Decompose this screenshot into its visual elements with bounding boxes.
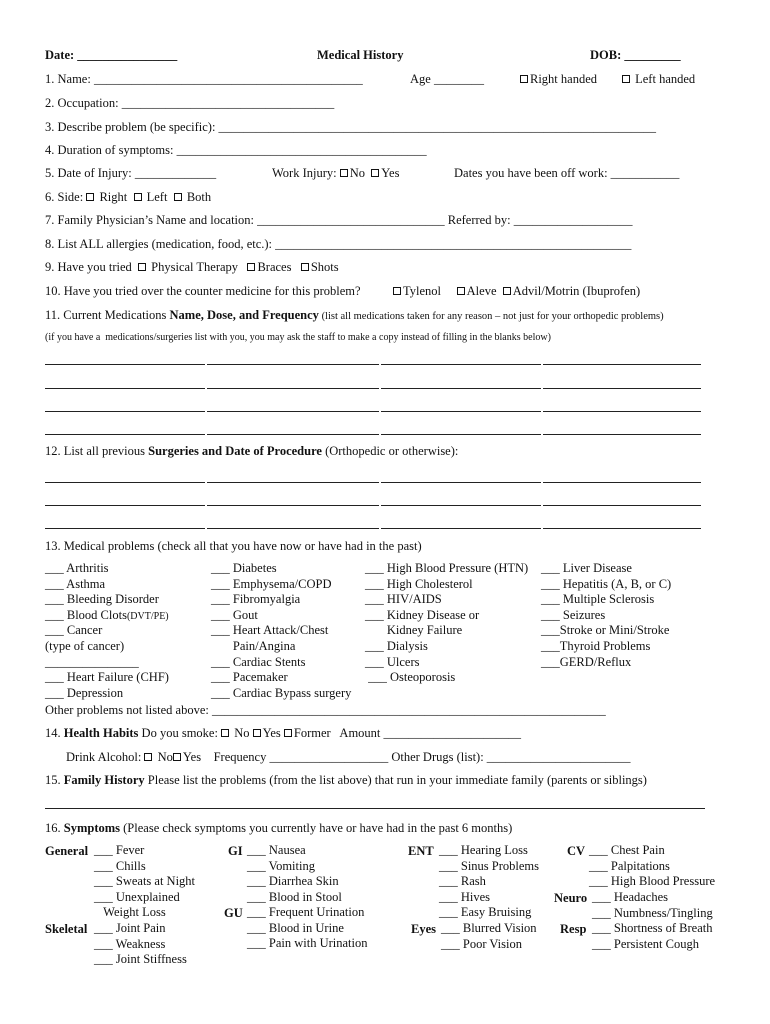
problem-item[interactable]: ___ Multiple Sclerosis	[541, 592, 655, 607]
yes-label: Yes	[381, 166, 400, 180]
surgery-blank[interactable]	[381, 505, 541, 506]
medical-problems-col-1	[45, 561, 169, 701]
symptom-item[interactable]: ___ Numbness/Tingling	[592, 905, 713, 920]
side-label: 6. Side:	[45, 190, 84, 204]
form-title: Medical History	[317, 48, 404, 62]
smoke-label: Do you smoke:	[138, 726, 218, 740]
problem-item[interactable]: ___ Ulcers	[365, 654, 420, 669]
side-left-label: Left	[146, 190, 168, 204]
problem-item[interactable]: ___ Osteoporosis	[365, 670, 456, 685]
problem-item-continued: Kidney Failure	[365, 623, 463, 638]
tried-group	[45, 260, 339, 275]
problem-item[interactable]: ___ High Blood Pressure (HTN)	[365, 561, 529, 575]
symptom-item[interactable]: ___ Easy Bruising	[439, 905, 532, 920]
med-blank[interactable]	[207, 388, 379, 389]
work-injury-group	[272, 166, 399, 181]
symptom-item[interactable]: ___ Shortness of Breath	[592, 921, 713, 935]
symptom-item[interactable]: ___ Joint Stiffness	[94, 952, 187, 967]
med-blank[interactable]	[45, 434, 205, 435]
smoke-yes-label: Yes	[262, 726, 281, 740]
symptom-item[interactable]: ___ Hives	[439, 889, 491, 904]
problem-item[interactable]: ___GERD/Reflux	[541, 654, 632, 669]
surgery-blank[interactable]	[45, 528, 205, 529]
med-blank[interactable]	[381, 411, 541, 412]
symptom-item[interactable]: ___ Pain with Urination	[247, 936, 368, 951]
health-habits-bold: Health Habits	[63, 726, 139, 740]
med-blank[interactable]	[207, 434, 379, 435]
allergies-field[interactable]: 8. List ALL allergies (medication, food, etc.): _________________________________________________________	[45, 237, 632, 251]
symptom-item[interactable]: ___ Diarrhea Skin	[247, 874, 339, 889]
problem-item[interactable]: ___ Arthritis	[45, 561, 109, 575]
symptoms-heading	[45, 821, 512, 836]
surgeries-bold: Surgeries and Date of Procedure	[148, 444, 322, 458]
describe-problem-field[interactable]: 3. Describe problem (be specific): ______________________________________________________________________	[45, 120, 657, 134]
symptom-item[interactable]: ___ Sweats at Night	[94, 874, 196, 889]
problem-item[interactable]: ___ Diabetes	[211, 561, 277, 575]
checkbox-icon[interactable]	[134, 193, 142, 201]
gu-symptoms	[247, 905, 367, 952]
medications-subnote: (if you have a medications/surgeries list with you, you may ask the staff to make a copy instead of filling in the blanks below)	[45, 332, 551, 343]
checkbox-icon[interactable]	[503, 287, 511, 295]
health-habits-row	[45, 726, 521, 741]
problem-item[interactable]: ___ Pacemaker	[211, 670, 288, 685]
family-history-text: Please list the problems (from the list above) that run in your immediate family (parents or siblings)	[144, 773, 647, 787]
problem-item[interactable]: ___ Fibromyalgia	[211, 592, 301, 607]
med-blank[interactable]	[207, 411, 379, 412]
med-blank[interactable]	[45, 411, 205, 412]
med-blank[interactable]	[381, 388, 541, 389]
family-history-blank[interactable]	[45, 808, 705, 809]
drink-row	[66, 750, 631, 765]
name-field[interactable]: 1. Name: ___________________________________________	[45, 72, 363, 86]
problem-item[interactable]: ___ Cardiac Bypass surgery	[211, 685, 352, 700]
symptom-item[interactable]: ___ Joint Pain	[94, 921, 166, 935]
checkbox-icon[interactable]	[301, 263, 309, 271]
symptom-item[interactable]: ___ Poor Vision	[441, 936, 522, 951]
problem-item[interactable]: ___Thyroid Problems	[541, 638, 651, 653]
smoke-amount-field[interactable]: Amount ______________________	[339, 726, 522, 740]
problem-item[interactable]: ___Stroke or Mini/Stroke	[541, 623, 670, 638]
health-habits-number: 14.	[45, 726, 64, 740]
neuro-label: Neuro	[554, 891, 588, 905]
family-history-number: 15.	[45, 773, 64, 787]
checkbox-icon[interactable]	[86, 193, 94, 201]
duration-field[interactable]: 4. Duration of symptoms: ________________________________________	[45, 143, 427, 157]
general-symptoms	[94, 843, 195, 921]
surgeries-number: 12. List all previous	[45, 444, 149, 458]
symptom-item[interactable]: ___ Chills	[94, 858, 146, 873]
medications-bold: Name, Dose, and Frequency	[169, 308, 319, 322]
surgery-blank[interactable]	[543, 505, 701, 506]
drink-yes-label: Yes	[182, 750, 202, 764]
tylenol-label: Tylenol	[403, 284, 442, 298]
smoke-former-label: Former	[293, 726, 331, 740]
symptom-item[interactable]: ___ Fever	[94, 843, 145, 857]
cancer-type-label: (type of cancer)	[45, 638, 125, 653]
skeletal-symptoms	[94, 921, 187, 968]
problem-item[interactable]: ___ Heart Failure (CHF)	[45, 670, 169, 685]
ent-symptoms	[439, 843, 539, 921]
symptom-item[interactable]: ___ Frequent Urination	[247, 905, 365, 919]
problem-item-continued: Pain/Angina	[211, 638, 296, 653]
off-work-field[interactable]: Dates you have been off work: ___________	[454, 166, 680, 180]
advil-label: Advil/Motrin (Ibuprofen)	[512, 284, 641, 298]
problem-item[interactable]: ___ Hepatitis (A, B, or C)	[541, 576, 672, 591]
left-handed-option[interactable]	[622, 72, 695, 87]
age-field[interactable]: Age ________	[410, 72, 484, 86]
dvt-note: (DVT/PE)	[126, 610, 169, 622]
checkbox-icon[interactable]	[284, 729, 292, 737]
problem-item[interactable]: ___ Liver Disease	[541, 561, 632, 575]
checkbox-icon[interactable]	[144, 753, 152, 761]
symptom-item[interactable]: ___ Unexplained	[94, 889, 180, 904]
problem-item[interactable]: ___ Kidney Disease or	[365, 607, 480, 622]
problem-item[interactable]	[45, 608, 169, 624]
family-history-heading	[45, 773, 647, 788]
no-label: No	[349, 166, 366, 180]
surgeries-post: (Orthopedic or otherwise):	[321, 444, 459, 458]
symptoms-bold: Symptoms	[63, 821, 121, 835]
problem-item[interactable]: ___ Cancer	[45, 623, 103, 638]
checkbox-icon[interactable]	[457, 287, 465, 295]
surgery-blank[interactable]	[45, 505, 205, 506]
work-injury-label: Work Injury:	[272, 166, 337, 180]
surgery-blank[interactable]	[381, 482, 541, 483]
right-handed-label: Right handed	[530, 72, 598, 86]
drink-label: Drink Alcohol:	[66, 750, 142, 764]
side-group	[45, 190, 211, 205]
symptom-item[interactable]: ___ Palpitations	[589, 858, 670, 873]
med-blank[interactable]	[381, 364, 541, 365]
date-of-injury-field[interactable]: 5. Date of Injury: _____________	[45, 166, 217, 180]
resp-symptoms	[592, 921, 712, 952]
checkbox-icon[interactable]	[253, 729, 261, 737]
resp-label: Resp	[560, 922, 587, 936]
med-blank[interactable]	[543, 434, 701, 435]
problem-item[interactable]: ___ High Cholesterol	[365, 576, 473, 591]
gi-label: GI	[228, 844, 243, 858]
occupation-field[interactable]: 2. Occupation: __________________________________	[45, 96, 335, 110]
cancer-type-blank[interactable]: _______________	[45, 654, 139, 669]
eyes-symptoms	[441, 921, 537, 952]
cv-label: CV	[567, 844, 586, 858]
drink-no-label: No	[157, 750, 173, 764]
checkbox-icon[interactable]	[520, 75, 528, 83]
medical-problems-col-3	[365, 561, 528, 686]
symptom-item[interactable]: ___ High Blood Pressure	[589, 874, 716, 889]
gi-symptoms	[247, 843, 342, 905]
symptom-item[interactable]: ___ Headaches	[592, 890, 669, 904]
surgery-blank[interactable]	[45, 482, 205, 483]
problem-item[interactable]: ___ Seizures	[541, 607, 606, 622]
otc-question: 10. Have you tried over the counter medicine for this problem?	[45, 284, 361, 298]
checkbox-icon[interactable]	[138, 263, 146, 271]
medications-number: 11. Current Medications	[45, 308, 170, 322]
eyes-label: Eyes	[411, 922, 436, 936]
symptom-item-continued: Weight Loss	[94, 905, 166, 920]
surgery-blank[interactable]	[381, 528, 541, 529]
neuro-symptoms	[592, 890, 713, 921]
surgery-blank[interactable]	[207, 482, 379, 483]
surgery-blank[interactable]	[543, 482, 701, 483]
surgery-blank[interactable]	[207, 528, 379, 529]
braces-label: Braces	[257, 260, 292, 274]
checkbox-icon[interactable]	[371, 169, 379, 177]
checkbox-icon[interactable]	[622, 75, 630, 83]
skeletal-label: Skeletal	[45, 922, 88, 936]
medical-problems-col-2	[211, 561, 351, 701]
symptom-item[interactable]: ___ Blood in Stool	[247, 889, 342, 904]
left-handed-label: Left handed	[635, 72, 696, 86]
tried-label: 9. Have you tried	[45, 260, 132, 274]
shots-label: Shots	[310, 260, 339, 274]
family-history-bold: Family History	[63, 773, 145, 787]
med-blank[interactable]	[207, 364, 379, 365]
checkbox-icon[interactable]	[247, 263, 255, 271]
medical-problems-heading: 13. Medical problems (check all that you have now or have had in the past)	[45, 539, 422, 553]
family-physician-field[interactable]: 7. Family Physician’s Name and location: ______________________________ Referred by: ___________________	[45, 213, 633, 227]
checkbox-icon[interactable]	[340, 169, 348, 177]
problem-item[interactable]: ___ Depression	[45, 685, 124, 700]
problem-item[interactable]: ___ Dialysis	[365, 638, 428, 653]
symptom-item[interactable]: ___ Sinus Problems	[439, 858, 540, 873]
symptom-item[interactable]: ___ Weakness	[94, 936, 166, 951]
smoke-no-label: No	[234, 726, 250, 740]
other-problems-field[interactable]: Other problems not listed above: _______________________________________________________________	[45, 703, 606, 717]
drink-frequency-field[interactable]: Frequency ___________________ Other Drugs (list): _______________________	[213, 750, 631, 764]
surgeries-heading	[45, 444, 458, 459]
ent-label: ENT	[408, 844, 434, 858]
med-blank[interactable]	[543, 411, 701, 412]
problem-item[interactable]: ___ Cardiac Stents	[211, 654, 306, 669]
checkbox-icon[interactable]	[174, 193, 182, 201]
symptom-item[interactable]: ___ Rash	[439, 874, 486, 889]
otc-options	[393, 284, 640, 299]
symptom-item[interactable]: ___ Vomiting	[247, 858, 315, 873]
medical-problems-col-4	[541, 561, 671, 670]
blood-clots-label: ___ Blood Clots	[45, 607, 127, 622]
checkbox-icon[interactable]	[221, 729, 229, 737]
med-blank[interactable]	[45, 388, 205, 389]
med-blank[interactable]	[381, 434, 541, 435]
aleve-label: Aleve	[466, 284, 497, 298]
medications-note: (list all medications taken for any reason – not just for your orthopedic problems)	[318, 311, 664, 322]
symptom-item[interactable]: ___ Chest Pain	[589, 843, 665, 857]
problem-item[interactable]: ___ HIV/AIDS	[365, 592, 442, 607]
symptom-item[interactable]: ___ Nausea	[247, 843, 306, 857]
right-handed-option[interactable]	[520, 72, 597, 87]
symptoms-number: 16.	[45, 821, 64, 835]
problem-item[interactable]: ___ Asthma	[45, 576, 106, 591]
symptom-item[interactable]: ___ Persistent Cough	[592, 936, 699, 951]
symptoms-text: (Please check symptoms you currently have or have had in the past 6 months)	[120, 821, 513, 835]
problem-item[interactable]: ___ Gout	[211, 607, 258, 622]
medications-heading	[45, 308, 664, 324]
gu-label: GU	[224, 906, 243, 920]
physical-therapy-label: Physical Therapy	[151, 260, 239, 274]
date-field[interactable]: Date: ________________	[45, 48, 178, 62]
surgery-blank[interactable]	[543, 528, 701, 529]
symptom-item[interactable]: ___ Hearing Loss	[439, 843, 528, 857]
cv-symptoms	[589, 843, 715, 890]
med-blank[interactable]	[45, 364, 205, 365]
symptom-item[interactable]: ___ Blood in Urine	[247, 920, 344, 935]
problem-item[interactable]: ___ Bleeding Disorder	[45, 592, 159, 607]
checkbox-icon[interactable]	[393, 287, 401, 295]
problem-item[interactable]: ___ Emphysema/COPD	[211, 576, 332, 591]
checkbox-icon[interactable]	[173, 753, 181, 761]
problem-item[interactable]: ___ Heart Attack/Chest	[211, 623, 329, 638]
med-blank[interactable]	[543, 388, 701, 389]
symptom-item[interactable]: ___ Blurred Vision	[441, 921, 537, 935]
side-both-label: Both	[186, 190, 212, 204]
med-blank[interactable]	[543, 364, 701, 365]
side-right-label: Right	[99, 190, 128, 204]
dob-field[interactable]: DOB: _________	[590, 48, 681, 62]
surgery-blank[interactable]	[207, 505, 379, 506]
general-label: General	[45, 844, 89, 858]
